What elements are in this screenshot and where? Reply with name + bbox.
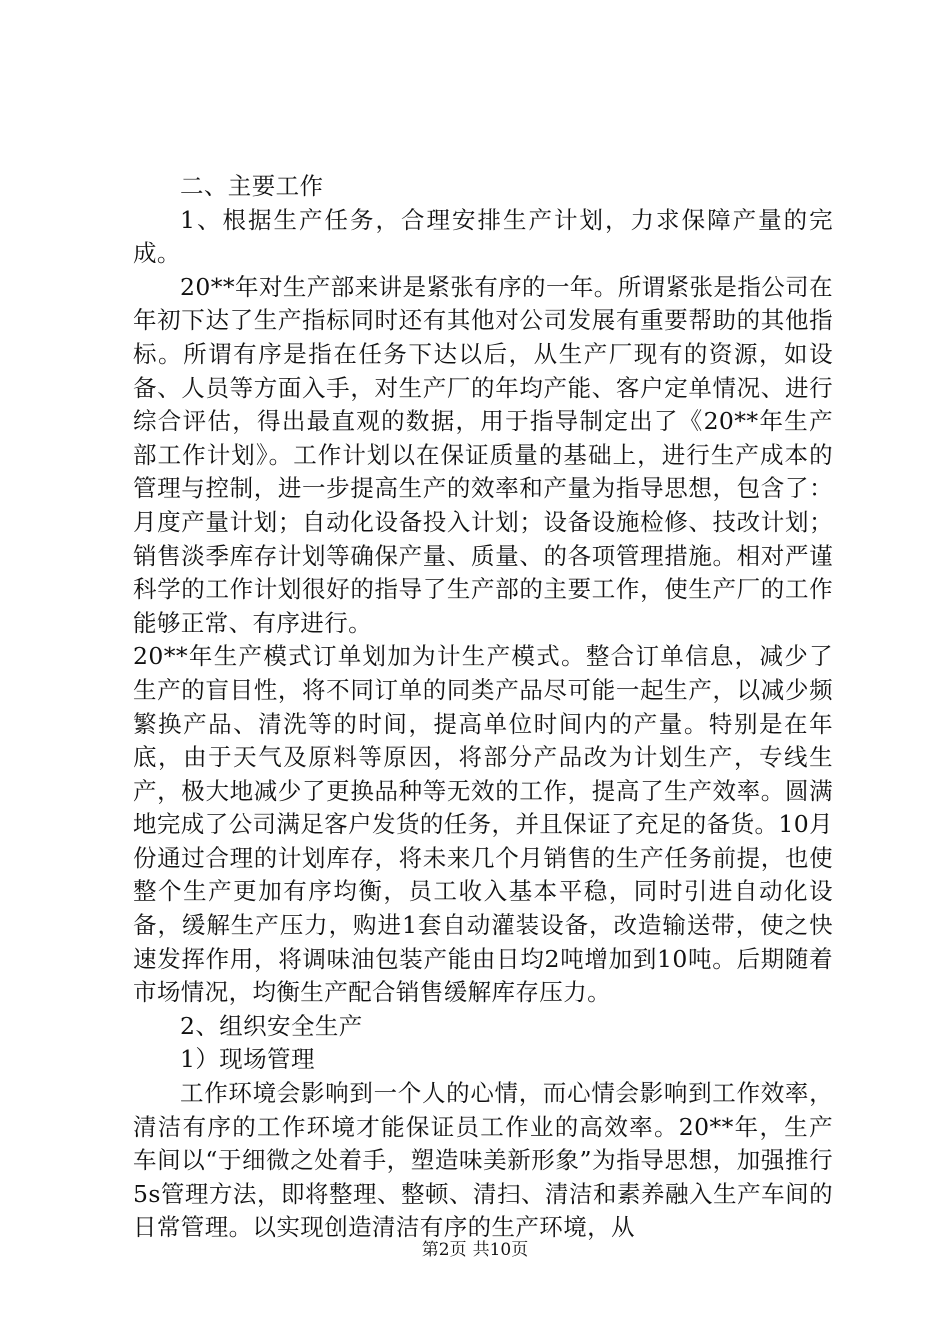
subsection-heading: 1、根据生产任务，合理安排生产计划，力求保障产量的完成。 [133, 205, 833, 268]
paragraph: 工作环境会影响到一个人的心情，而心情会影响到工作效率，清洁有序的工作环境才能保证员工作业的高效率。20**年，生产车间以“于细微之处着手，塑造味美新形象”为指导思想，加强推行5s管理方法，即将整理、整顿、清扫、清洁和素养融入生产车间的日常管理。以实现创造清洁有序的生产环境，从 [133, 1079, 833, 1242]
subsection-heading: 2、组织安全生产 [180, 1011, 363, 1040]
document-body [133, 170, 833, 1245]
page-footer [0, 1238, 950, 1262]
page-number: 第2页 [421, 1240, 467, 1260]
paragraph: 20**年生产模式订单划加为计生产模式。整合订单信息，减少了生产的盲目性，将不同订单的同类产品尽可能一起生产，以减少频繁换产品、清洗等的时间，提高单位时间内的产量。特别是在年底，由于天气及原料等原因，将部分产品改为计划生产，专线生产，极大地减少了更换品种等无效的工作，提高了生产效率。圆满地完成了公司满足客户发货的任务，并且保证了充足的备货。10月份通过合理的计划库存，将未来几个月销售的生产任务前提，也使整个生产更加有序均衡，员工收入基本平稳，同时引进自动化设备，缓解生产压力，购进1套自动灌装设备，改造输送带，使之快速发挥作用，将调味油包装产能由日均2吨增加到10吨。后期随着市场情况，均衡生产配合销售缓解库存压力。 [133, 642, 833, 1007]
section-heading: 二、主要工作 [180, 172, 324, 200]
paragraph: 20**年对生产部来讲是紧张有序的一年。所谓紧张是指公司在年初下达了生产指标同时还有其他对公司发展有重要帮助的其他指标。所谓有序是指在任务下达以后，从生产厂现有的资源，如设备、人员等方面入手，对生产厂的年均产能、客户定单情况、进行综合评估，得出最直观的数据，用于指导制定出了《20**年生产部工作计划》。工作计划以在保证质量的基础上，进行生产成本的管理与控制，进一步提高生产的效率和产量为指导思想，包含了：月度产量计划；自动化设备投入计划；设备设施检修、技改计划；销售淡季库存计划等确保产量、质量、的各项管理措施。相对严谨科学的工作计划很好的指导了生产部的主要工作，使生产厂的工作能够正常、有序进行。 [133, 272, 833, 637]
subsection-heading: 1）现场管理 [180, 1045, 315, 1074]
page-total: 共10页 [472, 1240, 529, 1260]
